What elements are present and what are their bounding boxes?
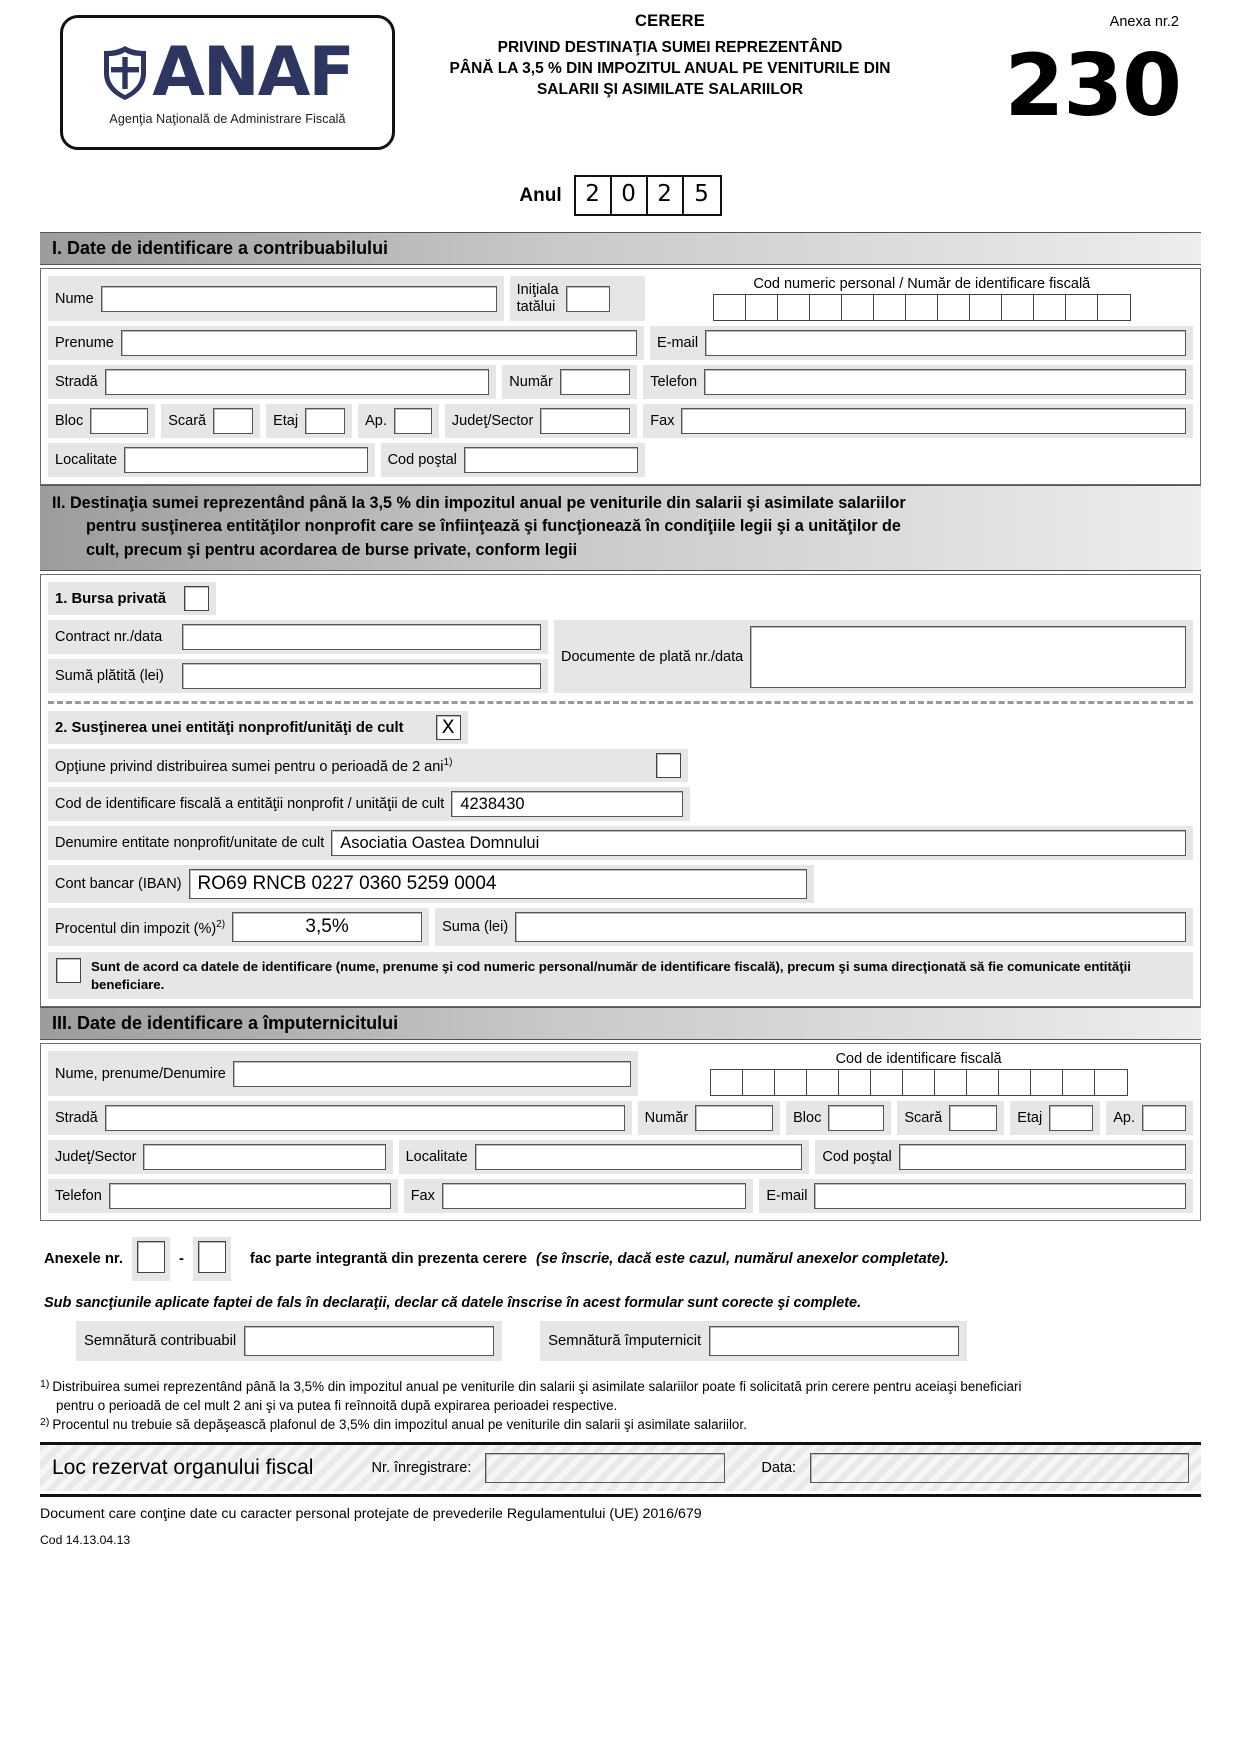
form-header — [40, 0, 1201, 165]
contract-label: Contract nr./data — [55, 629, 163, 646]
cnp-label: Cod numeric personal / Număr de identificare fiscală — [753, 276, 1091, 292]
anaf-subtitle: Agenţia Naţională de Administrare Fiscală — [109, 112, 346, 126]
cnp-digit[interactable] — [778, 295, 810, 320]
signature-contribuabil-input[interactable] — [244, 1326, 494, 1356]
anaf-wordmark: ANAF — [152, 33, 353, 112]
optiune-2-ani-checkbox[interactable] — [656, 753, 681, 778]
annex-row — [44, 1237, 1201, 1281]
title-line-1: CERERE — [635, 12, 705, 30]
data-input[interactable] — [810, 1453, 1189, 1483]
suma-platita-input[interactable] — [182, 663, 541, 689]
section-1-heading: I. Date de identificare a contribuabilului — [40, 232, 1201, 265]
cif-digit[interactable] — [839, 1070, 871, 1095]
iban-label: Cont bancar (IBAN) — [55, 876, 182, 893]
initiala-tatalui-label: Iniţiala tatălui — [516, 281, 559, 315]
ap-input[interactable] — [394, 408, 432, 434]
ap-label: Ap. — [365, 413, 387, 429]
iban-input[interactable]: RO69 RNCB 0227 0360 5259 0004 — [189, 869, 807, 899]
cnp-digit[interactable] — [746, 295, 778, 320]
imputernicit-ap-label: Ap. — [1113, 1110, 1135, 1127]
strada-label: Stradă — [55, 374, 98, 390]
signature-contribuabil-label: Semnătură contribuabil — [84, 1333, 237, 1350]
localitate-input[interactable] — [124, 447, 367, 473]
section-2-heading-line-3: cult, precum şi pentru acordarea de burse private, conform legii — [86, 540, 578, 559]
footnote-1-marker: 1) — [40, 1378, 50, 1391]
imputernicit-numar-input[interactable] — [695, 1105, 773, 1131]
fax-input[interactable] — [681, 408, 1186, 434]
documente-plata-label: Documente de plată nr./data — [561, 648, 744, 665]
optiune-2-ani-label: Opţiune privind distribuirea sumei pentru o perioadă de 2 ani$^{1)}$ — [55, 757, 453, 775]
declaration-text: Sub sancţiunile aplicate faptei de fals în declaraţii, declar că datele înscrise în acest formular sunt corecte şi complete. — [44, 1295, 862, 1312]
title-line-4: SALARII ŞI ASIMILATE SALARIILOR — [536, 80, 804, 98]
cif-digit[interactable] — [1063, 1070, 1095, 1095]
email-input[interactable] — [705, 330, 1186, 356]
consent-row — [48, 952, 1193, 999]
annex-dash: - — [178, 1251, 184, 1268]
footnote-1-text: Distribuirea sumei reprezentând până la 3,5% din impozitul anual pe veniturile din salarii şi asimilate salariilor poate fi solicitată prin cerere pentru aceiaşi beneficiari — [52, 1379, 1022, 1395]
procent-impozit-label: Procentul din impozit (%)$^{2)}$ — [55, 918, 226, 937]
signature-imputernicit — [540, 1321, 967, 1361]
form-title — [410, 12, 930, 101]
documente-plata-input[interactable] — [750, 626, 1186, 688]
cod-postal-label: Cod poştal — [387, 452, 457, 468]
denumire-entitate-input[interactable]: Asociatia Oastea Domnului — [331, 830, 1186, 856]
consent-checkbox[interactable] — [56, 958, 81, 983]
imputernicit-bloc-input[interactable] — [828, 1105, 884, 1131]
strada-input[interactable] — [105, 369, 490, 395]
bursa-privata-label: 1. Bursa privată — [55, 590, 167, 607]
data-label: Data: — [761, 1460, 797, 1477]
cif-digit[interactable] — [1031, 1070, 1063, 1095]
imputernicit-bloc-label: Bloc — [793, 1110, 822, 1127]
imputernicit-localitate-label: Localitate — [405, 1149, 468, 1166]
year-row — [40, 175, 1201, 216]
gdpr-notice: Document care conţine date cu caracter personal protejate de prevederile Regulamentului (UE) 2016/679 — [40, 1506, 702, 1523]
signature-contribuabil — [76, 1321, 502, 1361]
signature-imputernicit-label: Semnătură împuternicit — [548, 1333, 702, 1350]
consent-text: Sunt de acord ca datele de identificare (nume, prenume şi cod numeric personal/număr de identificare fiscală), precum şi suma direcţionată să fie comunicate entităţii beneficiare. — [91, 959, 1131, 992]
imputernicit-nume-label: Nume, prenume/Denumire — [55, 1065, 226, 1082]
footnote-marker-2: 2) — [216, 918, 226, 930]
annex-number: Anexa nr.2 — [1109, 14, 1179, 30]
annex-text-italic: (se înscrie, dacă este cazul, numărul anexelor completate). — [536, 1251, 949, 1268]
annex-from-input[interactable] — [137, 1241, 165, 1273]
scara-label: Scară — [168, 413, 207, 429]
sustinere-entitate-label: 2. Susţinerea unei entităţi nonprofit/unităţi de cult — [55, 719, 404, 736]
cif-digit[interactable] — [999, 1070, 1031, 1095]
imputernicit-cif-boxes[interactable] — [710, 1069, 1128, 1096]
section-3-heading: III. Date de identificare a împuternicitului — [40, 1007, 1201, 1040]
annex-label: Anexele nr. — [44, 1251, 123, 1268]
title-line-3: PÂNĂ LA 3,5 % DIN IMPOZITUL ANUAL PE VENITURILE DIN — [449, 59, 891, 77]
numar-input[interactable] — [560, 369, 630, 395]
year-label: Anul — [519, 184, 562, 206]
cnp-digit[interactable] — [938, 295, 970, 320]
cnp-digit[interactable] — [874, 295, 906, 320]
fiscal-office-title: Loc rezervat organului fiscal — [52, 1456, 314, 1480]
footnote-2-marker: 2) — [40, 1416, 50, 1429]
cif-digit[interactable] — [935, 1070, 967, 1095]
divider-rule-bottom — [40, 1494, 1201, 1497]
email-label: E-mail — [656, 335, 699, 351]
cnp-digit[interactable] — [810, 295, 842, 320]
bursa-privata-checkbox[interactable] — [184, 586, 209, 611]
signature-row — [76, 1321, 1201, 1361]
suma-lei-label: Suma (lei) — [442, 919, 509, 936]
imputernicit-email-input[interactable] — [814, 1183, 1186, 1209]
imputernicit-judet-label: Judeţ/Sector — [55, 1149, 137, 1166]
anaf-logo — [60, 15, 395, 150]
cnp-digit[interactable] — [1098, 295, 1130, 320]
imputernicit-telefon-input[interactable] — [109, 1183, 391, 1209]
shield-icon — [102, 45, 148, 101]
section-2-panel — [40, 574, 1201, 1007]
imputernicit-strada-input[interactable] — [105, 1105, 625, 1131]
cnp-field — [651, 276, 1193, 321]
imputernicit-cod-postal-input[interactable] — [899, 1144, 1186, 1170]
imputernicit-numar-label: Număr — [644, 1110, 689, 1127]
title-line-2: PRIVIND DESTINAŢIA SUMEI REPREZENTÂND — [497, 39, 843, 56]
denumire-entitate-label: Denumire entitate nonprofit/unitate de cult — [55, 835, 325, 852]
imputernicit-scara-input[interactable] — [949, 1105, 997, 1131]
imputernicit-fax-input[interactable] — [442, 1183, 747, 1209]
imputernicit-fax-label: Fax — [410, 1188, 435, 1205]
imputernicit-cif-label: Cod de identificare fiscală — [835, 1051, 1002, 1068]
telefon-label: Telefon — [650, 374, 698, 390]
imputernicit-email-label: E-mail — [766, 1188, 808, 1205]
imputernicit-ap-input[interactable] — [1142, 1105, 1186, 1131]
cnp-boxes[interactable] — [713, 294, 1131, 321]
cif-digit[interactable] — [871, 1070, 903, 1095]
footnotes — [40, 1377, 1201, 1434]
prenume-input[interactable] — [121, 330, 637, 356]
cif-digit[interactable] — [807, 1070, 839, 1095]
bloc-input[interactable] — [90, 408, 148, 434]
imputernicit-nume-input[interactable] — [233, 1061, 631, 1087]
cnp-digit[interactable] — [1002, 295, 1034, 320]
cif-digit[interactable] — [711, 1070, 743, 1095]
cif-digit[interactable] — [1095, 1070, 1127, 1095]
cnp-digit[interactable] — [1066, 295, 1098, 320]
cif-digit[interactable] — [903, 1070, 935, 1095]
scara-input[interactable] — [213, 408, 253, 434]
section-2-heading-line-2: pentru susţinerea entităţilor nonprofit care se înfiinţează şi funcţionează în condiţiile legii şi a unităţilor de — [86, 517, 901, 536]
imputernicit-cod-postal-label: Cod poştal — [822, 1149, 892, 1166]
section-2-heading-line-1: II. Destinaţia sumei reprezentând până la 3,5 % din impozitul anual pe veniturile din salarii şi asimilate salariilor — [52, 494, 906, 512]
cnp-digit[interactable] — [906, 295, 938, 320]
fax-label: Fax — [650, 413, 675, 429]
initiala-tatalui-input[interactable] — [566, 286, 610, 312]
cif-entitate-input[interactable]: 4238430 — [451, 791, 683, 817]
footnote-marker-1: 1) — [443, 757, 453, 769]
section-divider — [48, 701, 1193, 704]
suma-lei-input[interactable] — [515, 912, 1186, 942]
cnp-digit[interactable] — [970, 295, 1002, 320]
year-digit[interactable]: 5 — [694, 181, 709, 207]
form-number: 230 — [1004, 36, 1181, 136]
sustinere-entitate-checkbox[interactable]: X — [436, 715, 461, 740]
nr-inregistrare-input[interactable] — [485, 1453, 725, 1483]
telefon-input[interactable] — [704, 369, 1186, 395]
localitate-label: Localitate — [55, 452, 118, 468]
contract-input[interactable] — [182, 624, 541, 650]
judet-sector-label: Judeţ/Sector — [451, 413, 534, 429]
year-digit[interactable]: 2 — [648, 177, 684, 214]
cif-digit[interactable] — [775, 1070, 807, 1095]
fiscal-office-bar — [40, 1445, 1201, 1491]
numar-label: Număr — [509, 374, 553, 390]
nume-label: Nume — [55, 290, 94, 307]
section-1-panel — [40, 268, 1201, 485]
section-3-panel — [40, 1043, 1201, 1221]
procent-impozit-input[interactable]: 3,5% — [232, 912, 422, 942]
annex-text-normal: fac parte integrantă din prezenta cerere — [249, 1251, 528, 1268]
year-input-boxes[interactable] — [574, 175, 722, 216]
form-code: Cod 14.13.04.13 — [40, 1533, 131, 1548]
footnote-2-text: Procentul nu trebuie să depăşească plafonul de 3,5% din impozitul anual pe veniturile din salarii şi asimilate salariilor. — [52, 1417, 747, 1433]
year-digit[interactable]: 2 — [576, 177, 612, 214]
prenume-label: Prenume — [55, 335, 114, 351]
year-digit[interactable]: 0 — [612, 177, 648, 214]
cnp-digit[interactable] — [1034, 295, 1066, 320]
imputernicit-judet-input[interactable] — [143, 1144, 385, 1170]
imputernicit-localitate-input[interactable] — [475, 1144, 803, 1170]
imputernicit-strada-label: Stradă — [55, 1110, 98, 1127]
bloc-label: Bloc — [55, 413, 84, 429]
section-2-heading — [40, 485, 1201, 571]
suma-platita-label: Sumă plătită (lei) — [55, 668, 164, 685]
annex-to-input[interactable] — [198, 1241, 226, 1273]
nume-input[interactable] — [101, 286, 497, 312]
imputernicit-telefon-label: Telefon — [55, 1188, 102, 1205]
etaj-input[interactable] — [305, 408, 345, 434]
nr-inregistrare-label: Nr. înregistrare: — [371, 1460, 472, 1477]
cif-entitate-label: Cod de identificare fiscală a entităţii nonprofit / unităţii de cult — [55, 796, 445, 813]
cif-digit[interactable] — [967, 1070, 999, 1095]
cnp-digit[interactable] — [714, 295, 746, 320]
footnote-1-text-cont: pentru o perioadă de cel mult 2 ani şi va putea fi reînnoită după expirarea perioadei respective. — [56, 1398, 618, 1414]
judet-sector-input[interactable] — [540, 408, 630, 434]
cod-postal-input[interactable] — [464, 447, 638, 473]
signature-imputernicit-input[interactable] — [709, 1326, 959, 1356]
cif-digit[interactable] — [743, 1070, 775, 1095]
imputernicit-etaj-input[interactable] — [1049, 1105, 1093, 1131]
etaj-label: Etaj — [273, 413, 299, 429]
imputernicit-etaj-label: Etaj — [1017, 1110, 1043, 1127]
imputernicit-scara-label: Scară — [904, 1110, 943, 1127]
cnp-digit[interactable] — [842, 295, 874, 320]
